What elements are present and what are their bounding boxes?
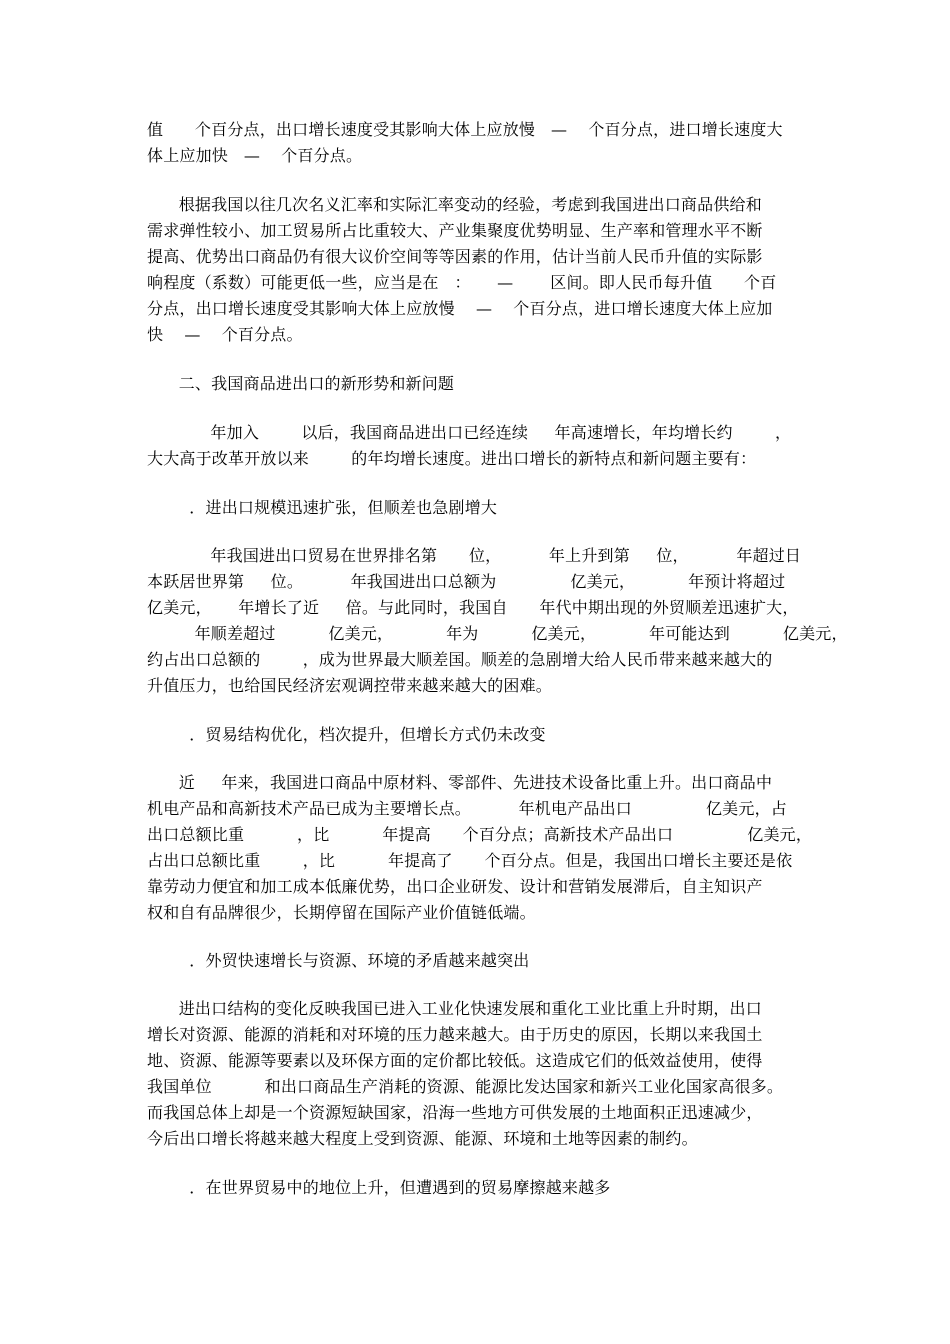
text-line: 快 — 个百分点。 (147, 325, 303, 344)
text-line: 进出口结构的变化反映我国已进入工业化快速发展和重化工业比重上升时期，出口 (147, 999, 762, 1018)
text-line: 升值压力，也给国民经济宏观调控带来越来越大的困难。 (147, 676, 553, 695)
text-line: 大大高于改革开放以来 的年均增长速度。进出口增长的新特点和新问题主要有： (147, 449, 757, 468)
text-line: 而我国总体上却是一个资源短缺国家，沿海一些地方可供发展的土地面积正迅速减少， (147, 1103, 763, 1122)
section-heading: 二、我国商品进出口的新形势和新问题 (147, 374, 455, 393)
text-line: 体上应加快 — 个百分点。 (147, 146, 363, 165)
text-line: 亿美元， 年增长了近 倍。与此同时，我国自 年代中期出现的外贸顺差迅速扩大， (147, 598, 799, 617)
text-line: 权和自有品牌很少，长期停留在国际产业价值链低端。 (147, 903, 536, 922)
text-line: 出口总额比重 ，比 年提高 个百分点；高新技术产品出口 亿美元， (147, 825, 813, 844)
text-line: 值 个百分点，出口增长速度受其影响大体上应放慢 — 个百分点，进口增长速度大 (147, 120, 783, 139)
text-line: 近 年来，我国进口商品中原材料、零部件、先进技术设备比重上升。出口商品中 (147, 773, 773, 792)
text-line: 年我国进出口贸易在世界排名第 位， 年上升到第 位， 年超过日 (147, 546, 802, 565)
text-line: 靠劳动力便宜和加工成本低廉优势，出口企业研发、设计和营销发展滞后，自主知识产 (147, 877, 763, 896)
subsection-heading: ．贸易结构优化，档次提升，但增长方式仍未改变 (147, 725, 546, 744)
text-line: 需求弹性较小、加工贸易所占比重较大、产业集聚度优势明显、生产率和管理水平不断 (147, 221, 763, 240)
text-line: 分点，出口增长速度受其影响大体上应放慢 — 个百分点，进口增长速度大体上应加 (147, 299, 773, 318)
text-line: 机电产品和高新技术产品已成为主要增长点。 年机电产品出口 亿美元，占 (147, 799, 787, 818)
text-line: 约占出口总额的 ，成为世界最大顺差国。顺差的急剧增大给人民币带来越来越大的 (147, 650, 773, 669)
text-line: 年顺差超过 亿美元， 年为 亿美元， 年可能达到 亿美元， (147, 624, 848, 643)
subsection-heading: ．进出口规模迅速扩张，但顺差也急剧增大 (147, 498, 498, 517)
text-line: 根据我国以往几次名义汇率和实际汇率变动的经验，考虑到我国进出口商品供给和 (147, 195, 762, 214)
text-line: 提高、优势出口商品仍有很大议价空间等等因素的作用，估计当前人民币升值的实际影 (147, 247, 763, 266)
text-line: 地、资源、能源等要素以及环保方面的定价都比较低。这造成它们的低效益使用，使得 (147, 1051, 763, 1070)
text-line: 我国单位 和出口商品生产消耗的资源、能源比发达国家和新兴工业化国家高很多。 (147, 1077, 784, 1096)
subsection-heading: ．外贸快速增长与资源、环境的矛盾越来越突出 (147, 951, 530, 970)
text-line: 年加入 以后，我国商品进出口已经连续 年高速增长，年均增长约 ， (147, 423, 792, 442)
text-line: 占出口总额比重 ，比 年提高了 个百分点。但是，我国出口增长主要还是依 (147, 851, 793, 870)
text-line: 增长对资源、能源的消耗和对环境的压力越来越大。由于历史的原因，长期以来我国土 (147, 1025, 763, 1044)
text-line: 响程度（系数）可能更低一些，应当是在 ： — 区间。即人民币每升值 个百 (147, 273, 777, 292)
text-line: 本跃居世界第 位。 年我国进出口总额为 亿美元， 年预计将超过 (147, 572, 786, 591)
text-line: 今后出口增长将越来越大程度上受到资源、能源、环境和土地等因素的制约。 (147, 1129, 698, 1148)
subsection-heading: ．在世界贸易中的地位上升，但遭遇到的贸易摩擦越来越多 (147, 1178, 611, 1197)
